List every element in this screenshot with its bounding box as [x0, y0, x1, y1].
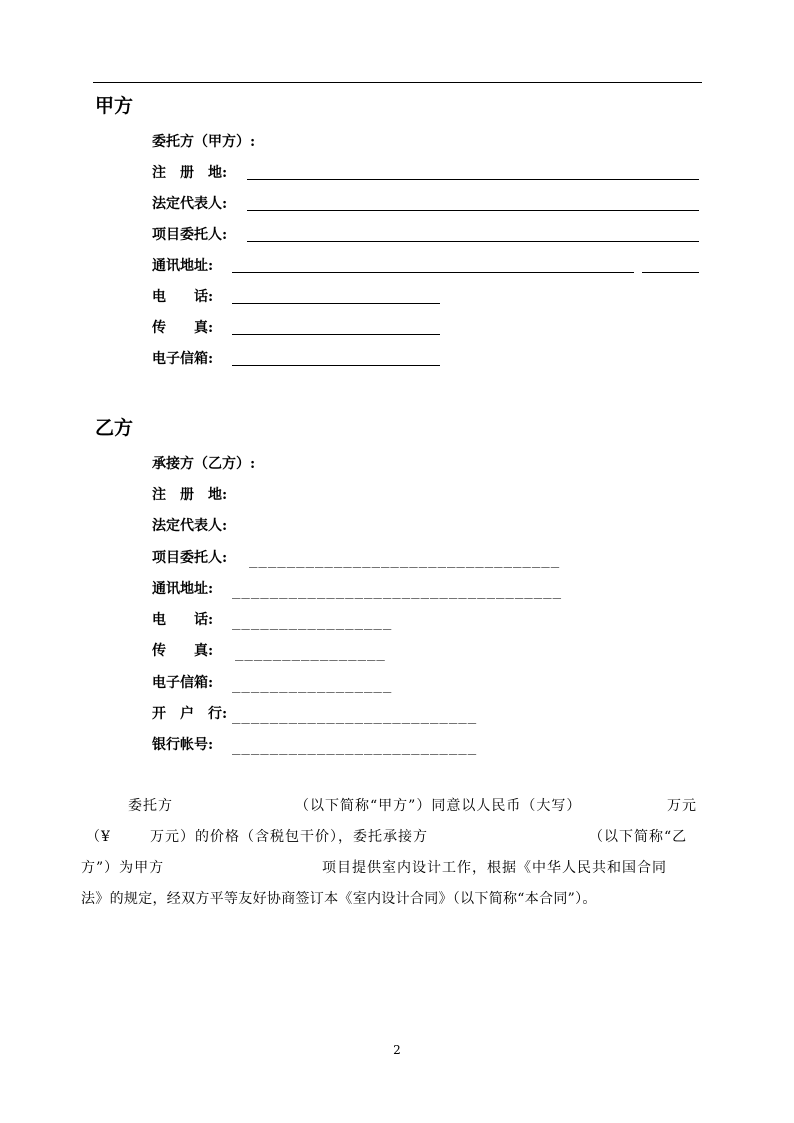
party-b-account-label: 银行帐号: — [152, 737, 214, 753]
para-party-a-text: 方”）为甲方 — [81, 860, 165, 876]
party-b-rep-label: 法定代表人: — [152, 518, 228, 534]
party-a-rep-label: 法定代表人: — [152, 196, 228, 212]
party-b-email-field[interactable]: _________________ — [232, 677, 393, 693]
agreement-line-3 — [81, 853, 701, 884]
party-a-reg-row — [152, 163, 702, 183]
party-a-proj-field[interactable] — [247, 241, 699, 242]
party-b-proj-field[interactable]: _________________________________ — [249, 552, 561, 568]
party-b-account-field[interactable]: __________________________ — [232, 739, 478, 755]
party-a-email-field[interactable] — [232, 365, 440, 366]
party-a-rep-field[interactable] — [247, 210, 699, 211]
agreement-line-2 — [81, 822, 701, 853]
party-b-proj-row — [152, 548, 702, 568]
para-party-b-text: （以下简称“乙 — [589, 829, 688, 845]
party-b-account-row — [152, 735, 702, 755]
party-b-bank-row — [152, 704, 702, 724]
party-a-client-label: 委托方（甲方）: — [152, 134, 256, 150]
party-a-postcode-field[interactable] — [642, 272, 699, 273]
party-a-email-row — [152, 349, 702, 369]
para-rmb-text: （以下简称“甲方”）同意以人民币（大写） — [295, 798, 582, 814]
party-b-bank-label: 开 户 行: — [152, 706, 228, 722]
para-price-text: 万元）的价格（含税包干价），委托承接方 — [150, 829, 428, 845]
party-b-tel-row — [152, 610, 702, 630]
party-b-contractor-label: 承接方（乙方）: — [152, 456, 256, 472]
party-a-proj-label: 项目委托人: — [152, 227, 228, 243]
party-a-tel-row — [152, 287, 702, 307]
party-a-reg-field[interactable] — [247, 179, 699, 180]
agreement-line-4 — [81, 884, 701, 915]
para-client-text: 委托方 — [128, 798, 173, 814]
party-a-reg-label: 注 册 地: — [152, 165, 228, 181]
party-b-reg-label: 注 册 地: — [152, 487, 228, 503]
agreement-line-1 — [81, 791, 701, 822]
para-law-text: 法》的规定，经双方平等友好协商签订本《室内设计合同》（以下简称“本合同”）。 — [81, 891, 597, 907]
party-b-fax-label: 传 真: — [152, 643, 214, 659]
party-b-addr-row — [152, 579, 702, 599]
header-rule — [93, 82, 702, 83]
party-b-fax-field[interactable]: ________________ — [235, 645, 386, 661]
party-a-rep-row — [152, 194, 702, 214]
party-a-fax-label: 传 真: — [152, 320, 214, 336]
para-project-text: 项目提供室内设计工作，根据《中华人民共和国合同 — [322, 860, 667, 876]
party-a-heading: 甲方 — [95, 95, 134, 117]
para-wan-text: 万元 — [667, 798, 697, 814]
party-a-email-label: 电子信箱: — [152, 351, 214, 367]
party-a-fax-row — [152, 318, 702, 338]
party-b-fax-row — [152, 641, 702, 661]
party-b-tel-label: 电 话: — [152, 612, 214, 628]
party-b-email-row — [152, 673, 702, 693]
party-b-proj-label: 项目委托人: — [152, 550, 228, 566]
party-a-proj-row — [152, 225, 702, 245]
party-a-tel-label: 电 话: — [152, 289, 214, 305]
party-a-addr-row — [152, 256, 702, 276]
para-yen-text: （¥ — [86, 829, 111, 845]
party-b-email-label: 电子信箱: — [152, 675, 214, 691]
party-a-fax-field[interactable] — [232, 334, 440, 335]
page-number: 2 — [393, 1043, 401, 1057]
party-a-addr-field[interactable] — [232, 272, 634, 273]
party-b-addr-field[interactable]: ___________________________________ — [232, 583, 563, 599]
party-b-heading: 乙方 — [95, 417, 134, 439]
party-a-tel-field[interactable] — [232, 303, 440, 304]
party-a-addr-label: 通讯地址: — [152, 258, 214, 274]
party-b-bank-field[interactable]: __________________________ — [232, 708, 478, 724]
party-b-tel-field[interactable]: _________________ — [232, 614, 393, 630]
party-b-addr-label: 通讯地址: — [152, 581, 214, 597]
